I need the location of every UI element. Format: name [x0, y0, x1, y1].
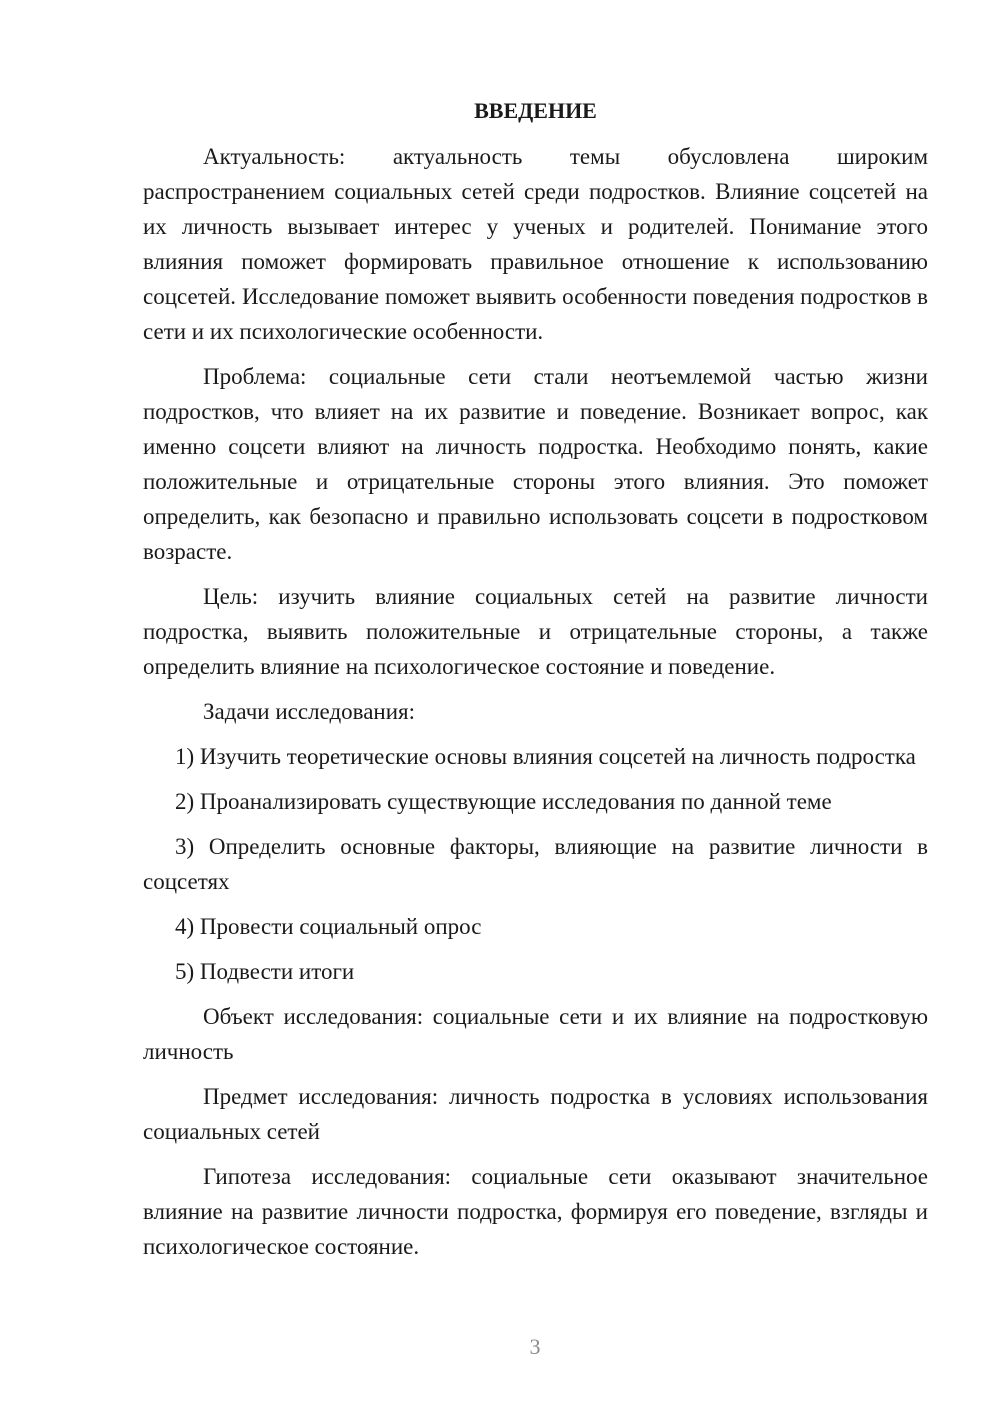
task-item: 1) Изучить теоретические основы влияния соцсетей на личность подростка	[175, 744, 916, 769]
goal-paragraph: Цель: изучить влияние социальных сетей на развитие личности подростка, выявить положительные и отрицательные стороны, а также определить влияние на психологическое состояние и поведение.	[143, 584, 928, 679]
relevance-paragraph: Актуальность: актуальность темы обусловлена широким распространением социальных сетей среди подростков. Влияние соцсетей на их личность вызывает интерес у ученых и родителей. Понимание этого влияния поможет формировать правильное отношение к использованию соцсетей. Исследование поможет выявить особенности поведения подростков в сети и их психологические особенности.	[143, 144, 928, 344]
task-item: 4) Провести социальный опрос	[175, 914, 482, 939]
hypothesis-paragraph: Гипотеза исследования: социальные сети оказывают значительное влияние на развитие личности подростка, формируя его поведение, взгляды и психологическое состояние.	[143, 1164, 928, 1259]
task-item: 2) Проанализировать существующие исследования по данной теме	[175, 789, 832, 814]
tasks-heading: Задачи исследования:	[203, 699, 416, 724]
task-item: 3) Определить основные факторы, влияющие на развитие личности в соцсетях	[143, 834, 928, 894]
section-heading: ВВЕДЕНИЕ	[474, 98, 597, 123]
task-item: 5) Подвести итоги	[175, 959, 355, 984]
page-number: 3	[529, 1334, 541, 1359]
object-paragraph: Объект исследования: социальные сети и их влияние на подростковую личность	[143, 1004, 928, 1064]
problem-paragraph: Проблема: социальные сети стали неотъемлемой частью жизни подростков, что влияет на их развитие и поведение. Возникает вопрос, как именно соцсети влияют на личность подростка. Необходимо понять, какие положительные и отрицательные стороны этого влияния. Это поможет определить, как безопасно и правильно использовать соцсети в подростковом возрасте.	[143, 364, 928, 564]
document-body	[143, 96, 928, 1274]
subject-paragraph: Предмет исследования: личность подростка в условиях использования социальных сетей	[143, 1084, 928, 1144]
tasks-list	[143, 739, 928, 989]
